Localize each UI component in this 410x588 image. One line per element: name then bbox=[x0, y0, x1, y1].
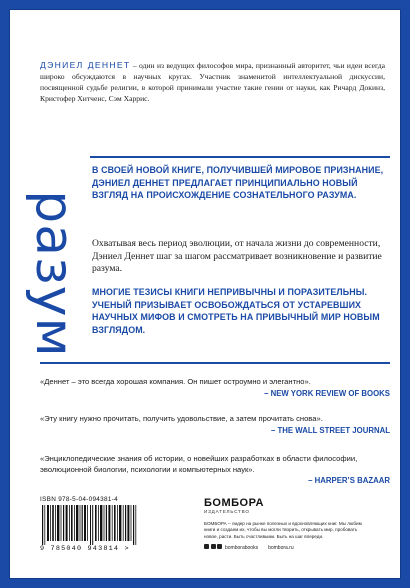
review-source: – NEW YORK REVIEW OF BOOKS bbox=[264, 388, 390, 398]
barcode-digits: 9 785040 943814 > bbox=[40, 545, 130, 553]
review-quote-text: «Деннет – это всегда хорошая компания. Он пишет остроумно и элегантно». bbox=[40, 377, 311, 386]
social-icons bbox=[204, 544, 222, 549]
barcode-block bbox=[40, 496, 155, 558]
blurb-paragraph-1: В СВОЕЙ НОВОЙ КНИГЕ, ПОЛУЧИВШЕЙ МИРОВОЕ ПРИЗНАНИЕ, ДЭНИЕЛ ДЕННЕТ ПРЕДЛАГАЕТ ПРИНЦИПИАЛЬНО НОВЫЙ ВЗГЛЯД НА ПРОИСХОЖДЕНИЕ СОЗНАТЕЛЬНОГО РАЗУМА. bbox=[92, 165, 384, 200]
publisher-links bbox=[204, 544, 364, 551]
review-quote-text: «Эту книгу нужно прочитать, получить удовольствие, а затем прочитать снова». bbox=[40, 414, 323, 423]
publisher-description: БОМБОРА – лидер на рынке полезных и вдохновляющих книг. Мы любим книги и создаем их, чтобы вы могли творить, открывать мир, пробовать новое, расти. Быть счастливыми. Быть на шаг впереди. bbox=[204, 521, 362, 539]
author-name: ДЭНИЕЛ ДЕННЕТ bbox=[40, 60, 131, 70]
vertical-title bbox=[24, 186, 84, 362]
publisher-subtitle: ИЗДАТЕЛЬСТВО bbox=[204, 509, 250, 514]
social-link[interactable] bbox=[204, 544, 258, 551]
facebook-icon bbox=[217, 544, 222, 549]
divider-middle bbox=[40, 362, 390, 364]
review-source: – THE WALL STREET JOURNAL bbox=[271, 425, 390, 435]
blurb-paragraph-2: Охватывая весь период эволюции, от начала жизни до современности, Дэниел Деннет шаг за шагом рассматривает возникновение и развитие разума. bbox=[92, 238, 382, 274]
barcode-icon bbox=[40, 505, 152, 545]
publisher-logo: БОМБОРА bbox=[204, 497, 264, 509]
vk-icon bbox=[204, 544, 209, 549]
author-bio bbox=[40, 60, 385, 104]
blurb-paragraph-3: МНОГИЕ ТЕЗИСЫ КНИГИ НЕПРИВЫЧНЫ И ПОРАЗИТЕЛЬНЫ. УЧЕНЫЙ ПРИЗЫВАЕТ ОСВОБОЖДАТЬСЯ ОТ УСТАРЕВШИХ НАУЧНЫХ МИФОВ И СМОТРЕТЬ НА ПРИВЫЧНЫЙ МИР НОВЫМ ВЗГЛЯДОМ. bbox=[92, 287, 380, 335]
isbn-label: ISBN 978-5-04-094381-4 bbox=[40, 496, 119, 503]
instagram-icon bbox=[211, 544, 216, 549]
review-quote-text: «Энциклопедические знания об истории, о новейших разработках в области философии, эволюционной биологии, психологии и компьютерных наук». bbox=[40, 454, 358, 474]
review-quote bbox=[40, 454, 390, 487]
book-back-cover bbox=[10, 10, 400, 578]
publisher-block bbox=[204, 498, 364, 551]
divider-top bbox=[90, 156, 390, 158]
vertical-title-text: разум bbox=[24, 190, 84, 358]
social-handle: bomborabooks bbox=[225, 545, 259, 552]
review-quote bbox=[40, 377, 390, 399]
review-source: – HARPER’S BAZAAR bbox=[308, 476, 390, 485]
author-bio-text: – один из ведущих философов мира, признанный авторитет, чьи идеи всегда широко обсуждаются в научных кругах. Участник знаменитой интеллектуальной дискуссии, посвященной судьбе религии, в которой принимали участие такие гении от науки, как Ричард Докинз, Кристофер Хитченс, Сэм Харрис. bbox=[40, 61, 385, 103]
review-quote bbox=[40, 414, 390, 436]
publisher-site-link[interactable]: bombora.ru bbox=[268, 544, 294, 551]
